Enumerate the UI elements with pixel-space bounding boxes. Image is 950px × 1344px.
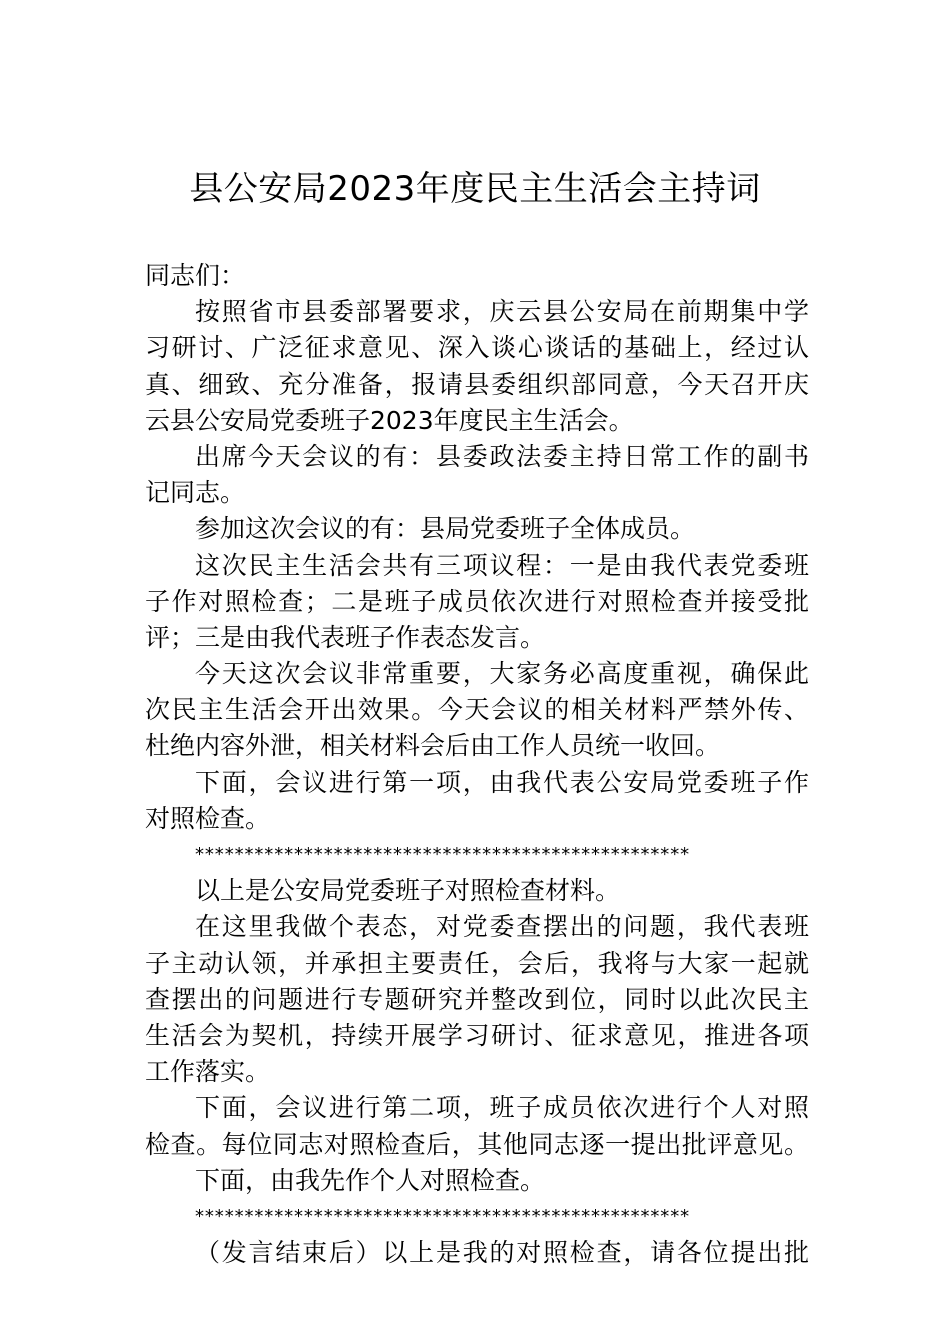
text-line: 今天这次会议非常重要，大家务必高度重视，确保此 <box>195 659 809 689</box>
text-line: 子作对照检查；二是班子成员依次进行对照检查并接受批 <box>145 586 809 616</box>
text-line: 下面，会议进行第一项，由我代表公安局党委班子作 <box>195 767 809 797</box>
text-line: 下面，由我先作个人对照检查。 <box>195 1165 546 1195</box>
text-line: 参加这次会议的有：县局党委班子全体成员。 <box>195 514 696 544</box>
paragraph-lines <box>145 294 809 1271</box>
text-line: 检查。每位同志对照检查后，其他同志逐一提出批评意见。 <box>145 1129 809 1159</box>
document-body <box>145 258 809 1271</box>
text-line: （发言结束后）以上是我的对照检查，请各位提出批 <box>195 1238 809 1268</box>
document-title: 县公安局2023年度民主生活会主持词 <box>189 169 761 209</box>
separator-stars: ************************************************** <box>195 844 690 865</box>
text-line: 对照检查。 <box>145 803 271 833</box>
text-line: 杜绝内容外泄，相关材料会后由工作人员统一收回。 <box>145 731 721 761</box>
text-line: 次民主生活会开出效果。今天会议的相关材料严禁外传、 <box>145 695 809 725</box>
text-line: 习研讨、广泛征求意见、深入谈心谈话的基础上，经过认 <box>145 333 809 363</box>
text-line: 记同志。 <box>145 478 246 508</box>
separator-stars: ************************************************** <box>195 1205 690 1227</box>
text-line: 按照省市县委部署要求，庆云县公安局在前期集中学 <box>195 297 809 327</box>
text-line: 真、细致、充分准备，报请县委组织部同意，今天召开庆 <box>145 369 809 399</box>
greeting: 同志们： <box>145 261 246 290</box>
text-line: 生活会为契机，持续开展学习研讨、征求意见，推进各项 <box>145 1020 809 1050</box>
text-line: 以上是公安局党委班子对照检查材料。 <box>195 876 621 906</box>
text-line: 出席今天会议的有：县委政法委主持日常工作的副书 <box>195 441 809 471</box>
text-line: 这次民主生活会共有三项议程：一是由我代表党委班 <box>195 550 809 580</box>
text-line: 评；三是由我代表班子作表态发言。 <box>145 622 546 652</box>
text-line: 工作落实。 <box>145 1057 271 1087</box>
text-line: 云县公安局党委班子2023年度民主生活会。 <box>145 405 634 435</box>
text-line: 查摆出的问题进行专题研究并整改到位，同时以此次民主 <box>145 984 809 1014</box>
text-line: 子主动认领，并承担主要责任，会后，我将与大家一起就 <box>145 948 809 978</box>
text-line: 在这里我做个表态，对党委查摆出的问题，我代表班 <box>195 912 809 942</box>
text-line: 下面，会议进行第二项，班子成员依次进行个人对照 <box>195 1093 809 1123</box>
